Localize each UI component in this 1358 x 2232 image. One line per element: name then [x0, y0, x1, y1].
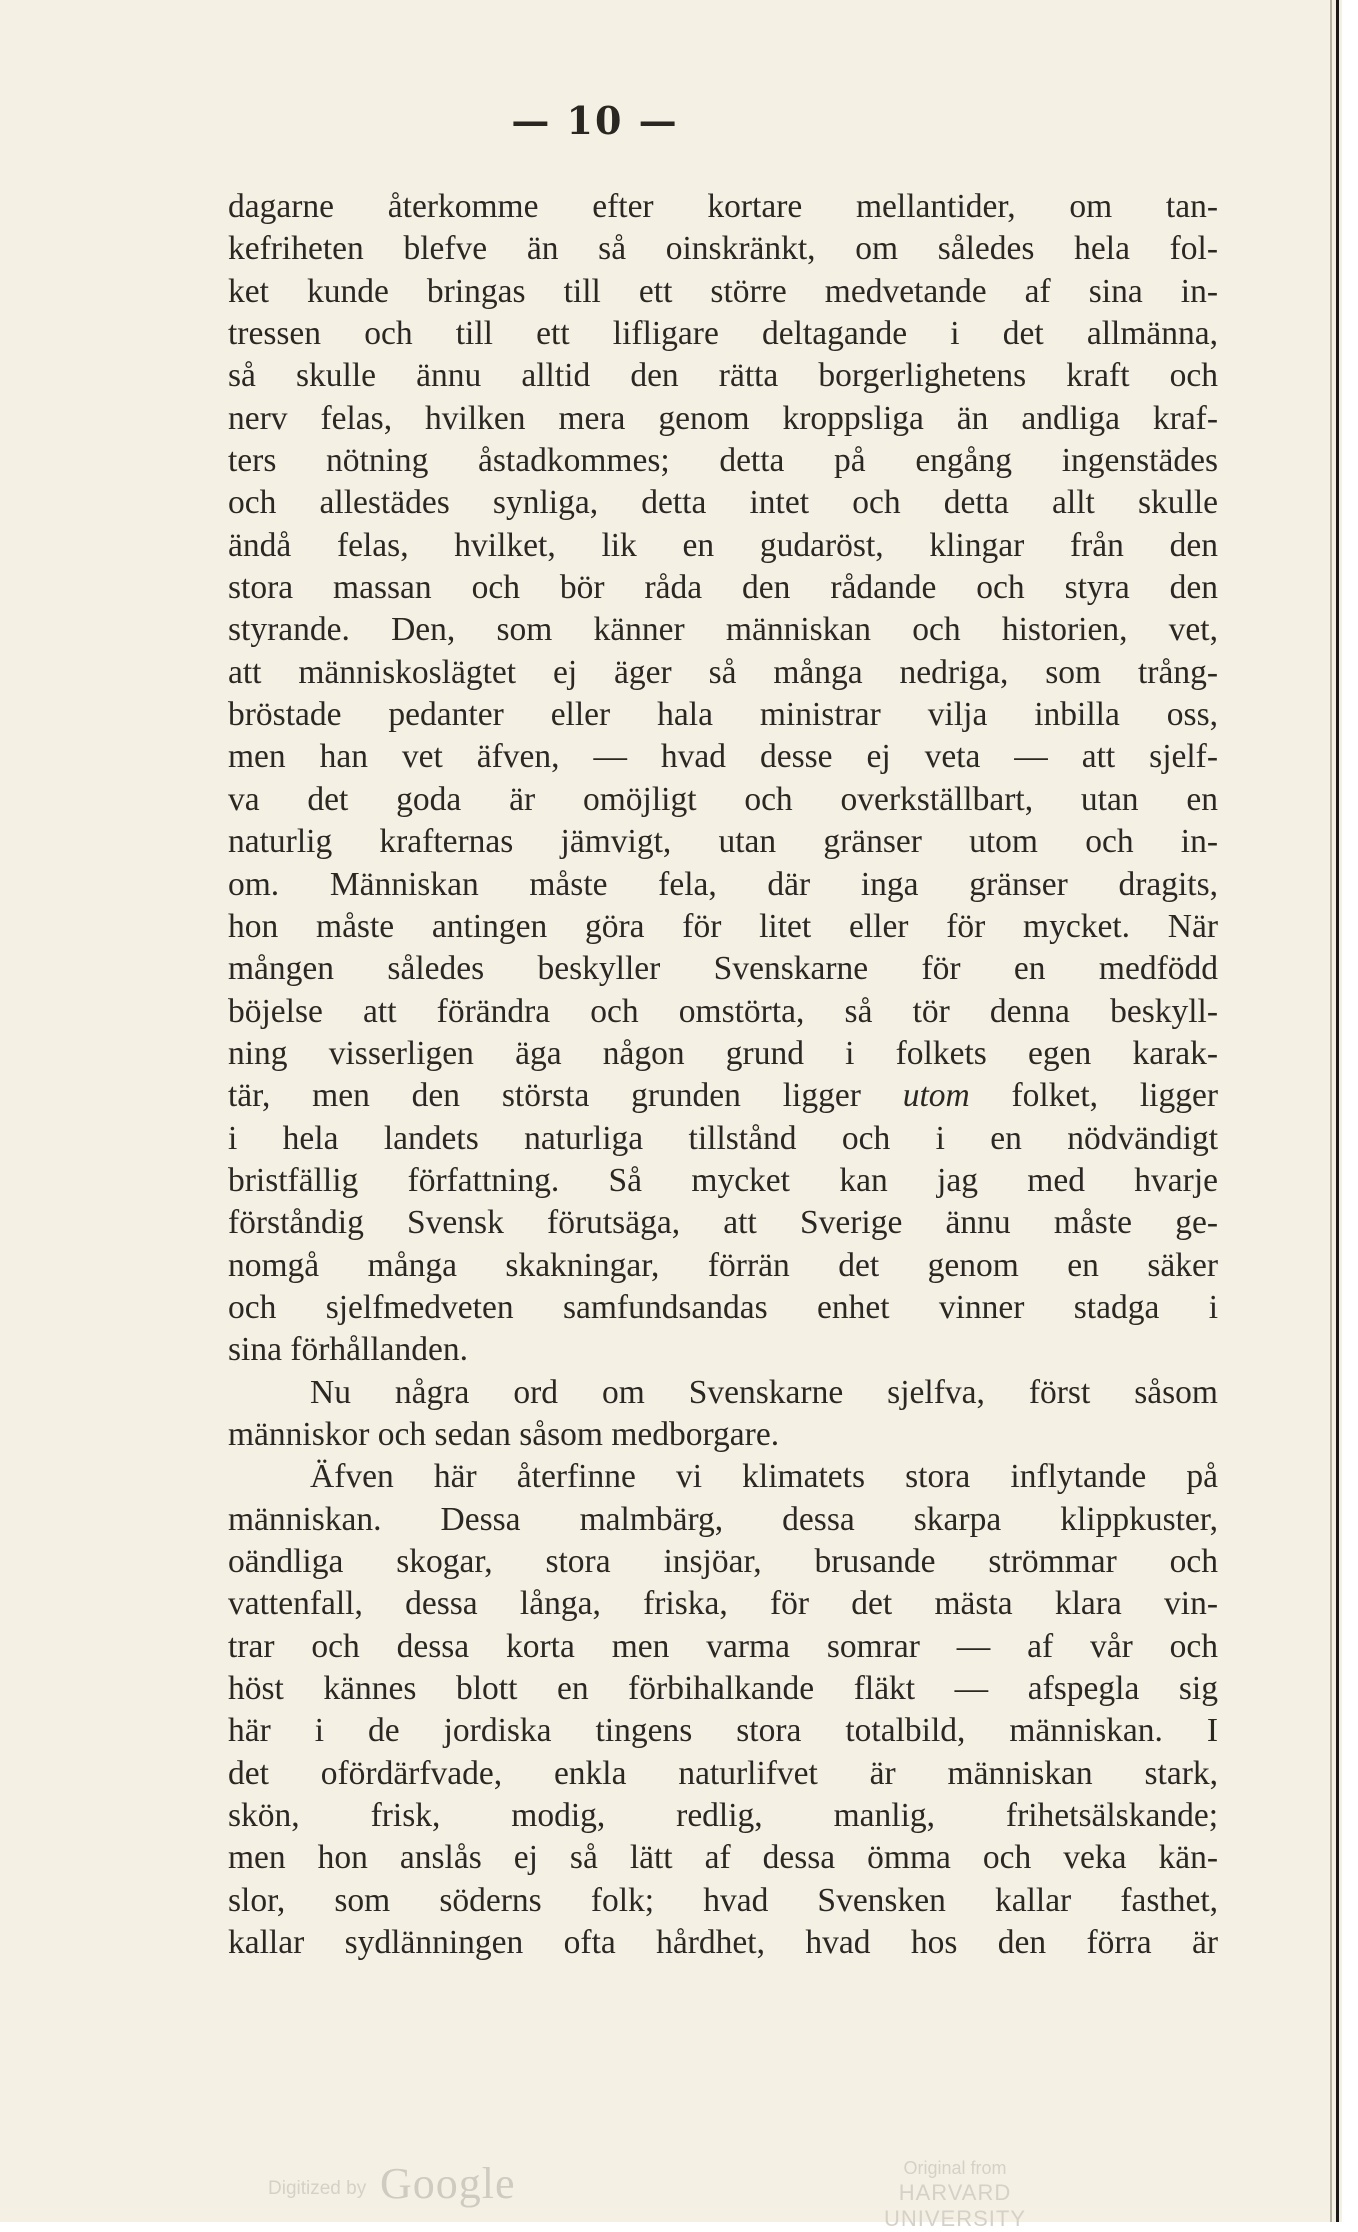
text-line: ket kunde bringas till ett större medvetande af sina in- — [228, 272, 1218, 310]
text-line: hon måste antingen göra för litet eller för mycket. När — [228, 907, 1218, 945]
text-line: vattenfall, dessa långa, friska, för det mästa klara vin- — [228, 1585, 1218, 1623]
text-line: mången således beskyller Svenskarne för en medfödd — [228, 950, 1218, 988]
text-line: och sjelfmedveten samfundsandas enhet vinner stadga i — [228, 1288, 1218, 1326]
page-edge-shadow — [1330, 0, 1332, 2222]
paragraph-start-line: Äfven här återfinne vi klimatets stora inflytande på — [310, 1458, 1218, 1496]
text-line: att människoslägtet ej äger så många nedriga, som trång- — [228, 653, 1218, 691]
text-line: bristfällig författning. Så mycket kan jag med hvarje — [228, 1161, 1218, 1199]
text-line: det ofördärfvade, enkla naturlifvet är människan stark, — [228, 1754, 1218, 1792]
text-line: oändliga skogar, stora insjöar, brusande strömmar och — [228, 1543, 1218, 1580]
text-line: förståndig Svensk förutsäga, att Sverige ännu måste ge- — [228, 1204, 1218, 1242]
text-line: ändå felas, hvilket, lik en gudaröst, klingar från den — [228, 526, 1218, 564]
text-line: höst kännes blott en förbihalkande fläkt — afspegla sig — [228, 1670, 1218, 1708]
text-line: tressen och till ett lifligare deltagande i det allmänna, — [228, 315, 1218, 353]
original-from-label: Original from — [903, 2158, 1007, 2178]
digitized-by-label: Digitized by — [268, 2178, 367, 2199]
text-line: styrande. Den, som känner människan och historien, vet, — [228, 611, 1218, 649]
text-line: här i de jordiska tingens stora totalbild, människan. I — [228, 1712, 1218, 1750]
text-line: människan. Dessa malmbärg, dessa skarpa klippkuster, — [228, 1500, 1218, 1538]
text-line: trar och dessa korta men varma somrar — af vår och — [228, 1627, 1218, 1665]
text-line: naturlig krafternas jämvigt, utan gränser utom och in- — [228, 823, 1218, 861]
text-line: men hon anslås ej så lätt af dessa ömma och veka kän- — [228, 1839, 1218, 1877]
paragraph-end-line: sina förhållanden. — [228, 1331, 468, 1369]
text-line: i hela landets naturliga tillstånd och i en nödvändigt — [228, 1119, 1218, 1157]
body-text — [228, 186, 1218, 1964]
text-line: va det goda är omöjligt och overkställbart, utan en — [228, 780, 1218, 818]
paragraph-start-line: Nu några ord om Svenskarne sjelfva, först såsom — [310, 1373, 1218, 1411]
text-line: om. Människan måste fela, där inga gränser dragits, — [228, 865, 1218, 903]
text-line: ters nötning åstadkommes; detta på engång ingenstädes — [228, 442, 1218, 480]
text-line: nerv felas, hvilken mera genom kroppsliga än andliga kraf- — [228, 399, 1218, 437]
text-line: kefriheten blefve än så oinskränkt, om således hela fol- — [228, 230, 1218, 268]
text-line: dagarne återkomme efter kortare mellantider, om tan- — [228, 188, 1218, 225]
text-line-emphasis — [228, 1075, 1218, 1117]
text-line: och allestädes synliga, detta intet och detta allt skulle — [228, 484, 1218, 522]
watermark-footer — [0, 2158, 1342, 2231]
text-line: slor, som söderns folk; hvad Svensken kallar fasthet, — [228, 1881, 1218, 1919]
text-line: stora massan och bör råda den rådande och styra den — [228, 569, 1218, 607]
text-line: kallar sydlänningen ofta hårdhet, hvad hos den förra är — [228, 1924, 1218, 1962]
emphasized-word: utom — [902, 1077, 970, 1115]
text-line: skön, frisk, modig, redlig, manlig, frihetsälskande; — [228, 1797, 1218, 1835]
page-number: — 10 — — [511, 98, 679, 143]
text-line: så skulle ännu alltid den rätta borgerlighetens kraft och — [228, 357, 1218, 395]
page-edge — [1336, 0, 1339, 2222]
text-segment: tär, men den största grunden ligger — [228, 1077, 903, 1115]
text-line: ning visserligen äga någon grund i folkets egen karak- — [228, 1034, 1218, 1072]
text-line: men han vet äfven, — hvad desse ej veta — att sjelf- — [228, 738, 1218, 776]
text-line: böjelse att förändra och omstörta, så tör denna beskyll- — [228, 992, 1218, 1030]
text-segment: folket, ligger — [969, 1077, 1218, 1115]
harvard-university-label: HARVARD UNIVERSITY — [883, 2180, 1027, 2231]
text-line: nomgå många skakningar, förrän det genom en säker — [228, 1246, 1218, 1284]
text-line: bröstade pedanter eller hala ministrar vilja inbilla oss, — [228, 696, 1218, 734]
google-logo: Google — [380, 2159, 516, 2208]
paragraph-end-line: människor och sedan såsom medborgare. — [228, 1415, 780, 1453]
